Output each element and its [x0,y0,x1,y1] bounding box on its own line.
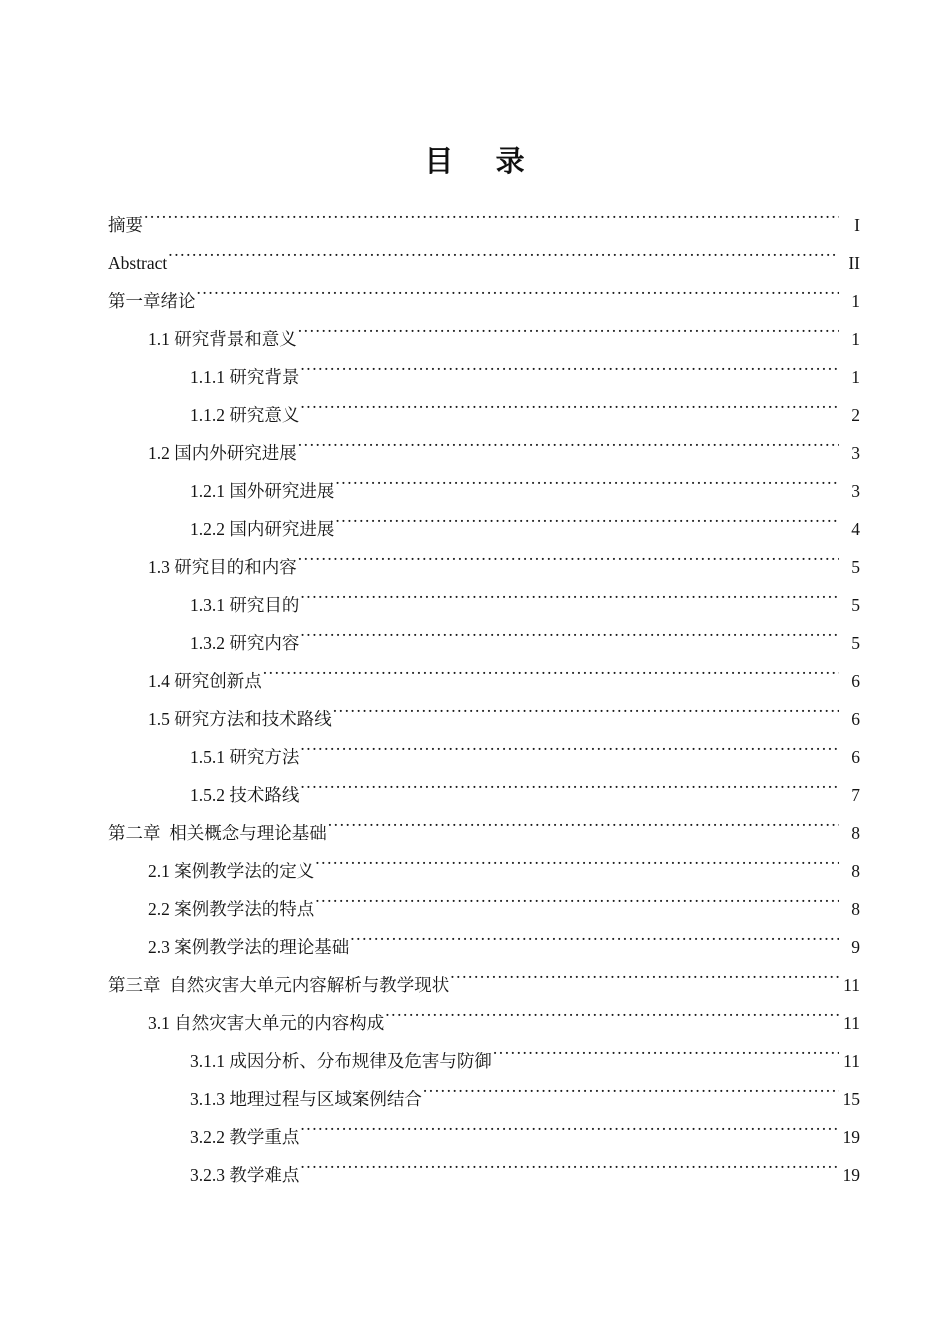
toc-entry-page-number: 5 [851,595,860,615]
toc-entry-page-number: 7 [851,785,860,805]
toc-entry[interactable] [108,624,860,662]
toc-entry-page-number: 3 [851,443,860,463]
toc-dot-leader [298,442,839,460]
toc-entry-label: 第三章 自然灾害大单元内容解析与教学现状 [108,975,450,995]
toc-entry[interactable] [108,1118,860,1156]
toc-entry[interactable] [108,1080,860,1118]
toc-entry-label: 1.2.1 国外研究进展 [190,481,335,501]
toc-dot-leader [450,974,839,992]
toc-entry-label: Abstract [108,253,168,273]
page-title: 目 录 [424,146,526,178]
toc-entry[interactable] [108,852,860,890]
toc-entry-page-number: 11 [843,975,860,995]
toc-dot-leader [315,898,839,916]
toc-entry-page-number: 3 [851,481,860,501]
toc-entry[interactable] [108,282,860,320]
toc-dot-leader [315,860,839,878]
toc-dot-leader [350,936,839,954]
toc-entry-label: 1.3.2 研究内容 [190,633,300,653]
toc-entry-page-number: I [854,215,860,235]
toc-entry-page-number: 2 [851,405,860,425]
toc-entry-label: 1.5.2 技术路线 [190,785,300,805]
toc-entry-page-number: 11 [843,1051,860,1071]
toc-entry-page-number: 6 [851,709,860,729]
toc-entry-label: 1.3 研究目的和内容 [148,557,297,577]
toc-entry[interactable] [108,776,860,814]
toc-entry-page-number: 11 [843,1013,860,1033]
toc-dot-leader [300,1126,839,1144]
toc-entry-page-number: 6 [851,747,860,767]
toc-entry[interactable] [108,548,860,586]
toc-entry-label: 1.5 研究方法和技术路线 [148,709,332,729]
toc-entry-label: 1.1 研究背景和意义 [148,329,297,349]
toc-dot-leader [263,670,839,688]
toc-entry[interactable] [108,700,860,738]
toc-entry[interactable] [108,890,860,928]
toc-dot-leader [333,708,839,726]
toc-entry-page-number: 8 [851,823,860,843]
toc-entry[interactable] [108,1042,860,1080]
toc-entry-page-number: 9 [851,937,860,957]
toc-dot-leader [298,328,839,346]
toc-dot-leader [144,214,839,232]
table-of-contents-list [108,206,860,1194]
toc-entry[interactable] [108,320,860,358]
toc-entry[interactable] [108,206,860,244]
toc-entry-page-number: 15 [842,1089,860,1109]
toc-entry[interactable] [108,1156,860,1194]
toc-entry[interactable] [108,472,860,510]
toc-entry-label: 第二章 相关概念与理论基础 [108,823,327,843]
toc-entry[interactable] [108,928,860,966]
toc-entry-page-number: 8 [851,899,860,919]
toc-entry-label: 3.1.3 地理过程与区域案例结合 [190,1089,422,1109]
toc-entry-page-number: 19 [842,1165,860,1185]
toc-entry-page-number: II [848,253,860,273]
toc-entry[interactable] [108,396,860,434]
toc-dot-leader [300,594,839,612]
toc-entry-label: 3.1 自然灾害大单元的内容构成 [148,1013,385,1033]
toc-entry-label: 3.2.2 教学重点 [190,1127,300,1147]
toc-dot-leader [298,556,839,574]
toc-entry-page-number: 1 [851,329,860,349]
toc-entry-page-number: 19 [842,1127,860,1147]
toc-entry-label: 1.5.1 研究方法 [190,747,300,767]
toc-dot-leader [300,366,839,384]
toc-dot-leader [423,1088,839,1106]
toc-dot-leader [300,746,839,764]
toc-entry-page-number: 8 [851,861,860,881]
toc-dot-leader [328,822,839,840]
toc-entry-label: 1.1.2 研究意义 [190,405,300,425]
toc-entry-page-number: 4 [851,519,860,539]
toc-dot-leader [300,1164,839,1182]
toc-entry[interactable] [108,434,860,472]
toc-entry[interactable] [108,738,860,776]
toc-entry-label: 第一章绪论 [108,291,196,311]
toc-entry-label: 1.2 国内外研究进展 [148,443,297,463]
toc-dot-leader [197,290,840,308]
toc-dot-leader [335,480,839,498]
toc-entry-label: 摘要 [108,215,143,235]
toc-entry-label: 2.1 案例教学法的定义 [148,861,315,881]
toc-entry-label: 1.4 研究创新点 [148,671,262,691]
toc-entry-page-number: 6 [851,671,860,691]
toc-entry[interactable] [108,510,860,548]
toc-entry-label: 2.3 案例教学法的理论基础 [148,937,350,957]
toc-entry[interactable] [108,244,860,282]
toc-dot-leader [300,632,839,650]
toc-dot-leader [300,404,839,422]
toc-entry[interactable] [108,1004,860,1042]
toc-dot-leader [385,1012,839,1030]
toc-entry[interactable] [108,814,860,852]
toc-dot-leader [493,1050,839,1068]
toc-dot-leader [168,252,839,270]
toc-entry[interactable] [108,966,860,1004]
toc-entry[interactable] [108,358,860,396]
toc-entry-label: 2.2 案例教学法的特点 [148,899,315,919]
toc-dot-leader [300,784,839,802]
toc-entry-page-number: 5 [851,633,860,653]
toc-entry-page-number: 1 [851,367,860,387]
toc-dot-leader [335,518,839,536]
toc-entry-label: 3.2.3 教学难点 [190,1165,300,1185]
toc-entry[interactable] [108,662,860,700]
toc-entry[interactable] [108,586,860,624]
toc-entry-page-number: 5 [851,557,860,577]
toc-entry-label: 3.1.1 成因分析、分布规律及危害与防御 [190,1051,492,1071]
toc-entry-label: 1.3.1 研究目的 [190,595,300,615]
toc-entry-page-number: 1 [851,291,860,311]
toc-entry-label: 1.2.2 国内研究进展 [190,519,335,539]
toc-entry-label: 1.1.1 研究背景 [190,367,300,387]
